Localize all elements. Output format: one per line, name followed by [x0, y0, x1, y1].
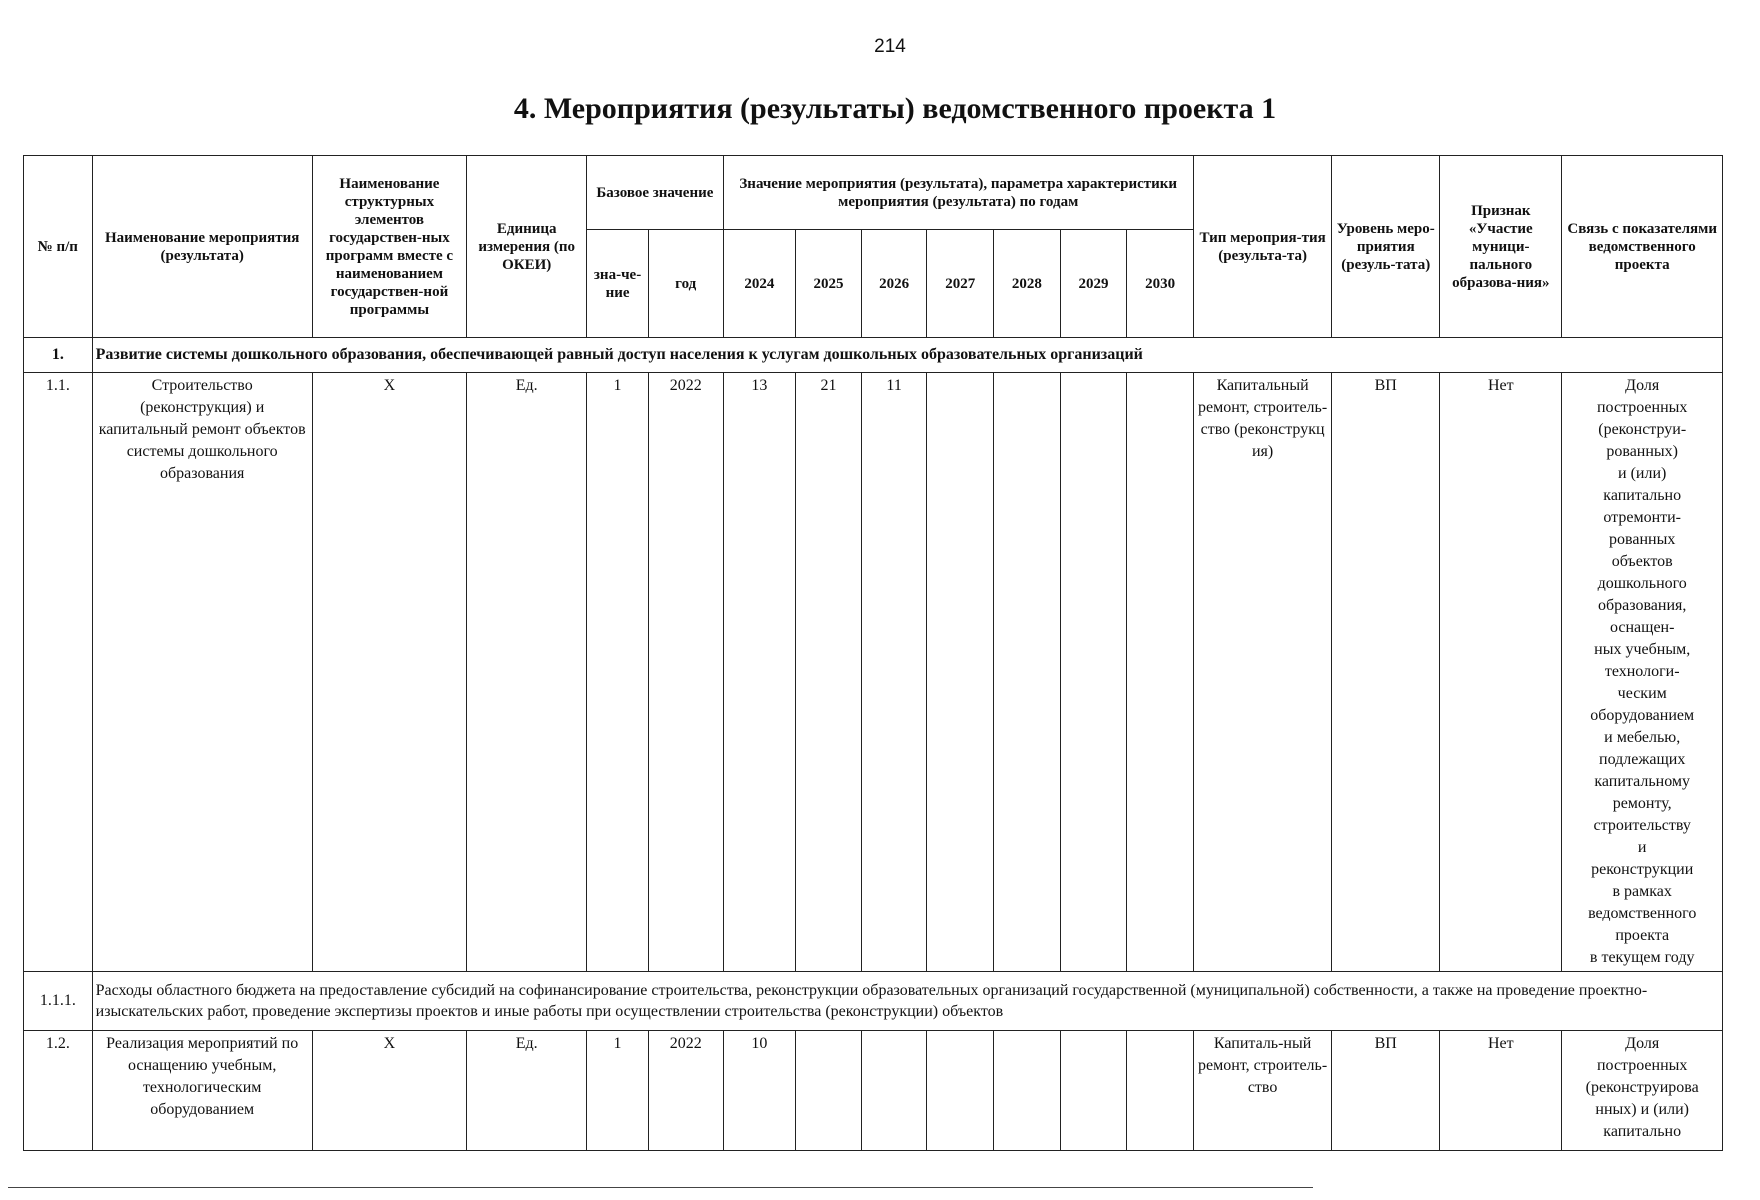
results-table	[23, 155, 1723, 1151]
row-type: Капитальный ремонт, строитель-ство (реконструкц ия)	[1193, 373, 1331, 972]
section-row	[24, 338, 1723, 373]
header-base-value: зна-че-ние	[587, 230, 649, 338]
header-row-1	[24, 156, 1723, 230]
row-value-2030	[1127, 1031, 1194, 1151]
footer-rule	[8, 1187, 1313, 1188]
row-num: 1.1.	[24, 373, 93, 972]
row-unit: Ед.	[467, 373, 587, 972]
section-title: Развитие системы дошкольного образования, обеспечивающей равный доступ населения к услугам дошкольных образовательных организаций	[92, 338, 1722, 373]
row-num: 1.2.	[24, 1031, 93, 1151]
subrow-num: 1.1.1.	[24, 972, 93, 1031]
header-base: Базовое значение	[587, 156, 723, 230]
row-name: Строительство (реконструкция) и капитальный ремонт объектов системы дошкольного образования	[92, 373, 312, 972]
section-num: 1.	[24, 338, 93, 373]
row-value-2028	[994, 373, 1061, 972]
row-value-2025	[796, 1031, 862, 1151]
row-link: Доля построенных (реконструирова нных) и (или) капитально	[1562, 1031, 1723, 1151]
row-base-year: 2022	[648, 1031, 723, 1151]
header-link: Связь с показателями ведомственного проекта	[1562, 156, 1723, 338]
row-value-2024: 10	[723, 1031, 796, 1151]
row-value-2028	[994, 1031, 1061, 1151]
row-base-value: 1	[587, 373, 649, 972]
row-base-year: 2022	[648, 373, 723, 972]
row-structural: Х	[312, 1031, 466, 1151]
subrow-text: Расходы областного бюджета на предоставление субсидий на софинансирование строительства, реконструкции образовательных организаций государственной (муниципальной) собственности, а также на проведение проектно-изыскательских работ, проведение экспертизы проектов и иные работы при осуществлении строительства (реконструкции) объектов	[92, 972, 1722, 1031]
document-title: 4. Мероприятия (результаты) ведомственного проекта 1	[513, 92, 1277, 125]
page-number: 214	[874, 36, 906, 57]
header-num: № п/п	[24, 156, 93, 338]
header-structural: Наименование структурных элементов государствен-ных программ вместе с наименованием государствен-ной программы	[312, 156, 466, 338]
header-unit: Единица измерения (по ОКЕИ)	[467, 156, 587, 338]
row-municipal: Нет	[1440, 373, 1562, 972]
table-row	[24, 373, 1723, 972]
subrow	[24, 972, 1723, 1031]
row-value-2027	[927, 1031, 994, 1151]
row-municipal: Нет	[1440, 1031, 1562, 1151]
header-base-year: год	[648, 230, 723, 338]
header-year-2028: 2028	[994, 230, 1061, 338]
row-type: Капиталь-ный ремонт, строитель-ство	[1193, 1031, 1331, 1151]
table-row	[24, 1031, 1723, 1151]
header-type: Тип мероприя-тия (результа-та)	[1193, 156, 1331, 338]
row-base-value: 1	[587, 1031, 649, 1151]
row-level: ВП	[1332, 373, 1440, 972]
header-name: Наименование мероприятия (результата)	[92, 156, 312, 338]
row-value-2024: 13	[723, 373, 796, 972]
header-municipal: Признак «Участие муници-пального образова-ния»	[1440, 156, 1562, 338]
row-structural: Х	[312, 373, 466, 972]
header-year-2027: 2027	[927, 230, 994, 338]
header-year-2030: 2030	[1127, 230, 1194, 338]
row-name: Реализация мероприятий по оснащению учебным, технологическим оборудованием	[92, 1031, 312, 1151]
header-year-2026: 2026	[861, 230, 927, 338]
row-level: ВП	[1332, 1031, 1440, 1151]
header-values-by-year: Значение мероприятия (результата), параметра характеристики мероприятия (результата) по годам	[723, 156, 1193, 230]
header-year-2024: 2024	[723, 230, 796, 338]
row-value-2027	[927, 373, 994, 972]
row-value-2030	[1127, 373, 1194, 972]
header-level: Уровень меро-приятия (резуль-тата)	[1332, 156, 1440, 338]
row-value-2026	[861, 1031, 927, 1151]
row-value-2026: 11	[861, 373, 927, 972]
header-year-2029: 2029	[1060, 230, 1127, 338]
row-value-2025: 21	[796, 373, 862, 972]
row-unit: Ед.	[467, 1031, 587, 1151]
row-value-2029	[1060, 373, 1127, 972]
row-link: Доля построенных (реконструи- рованных) и (или) капитально отремонти- рованных объектов дошкольного образования, оснащен- ных учебным, технологи- ческим оборудованием и мебелью, подлежащих капитальному ремонту, строительству и реконструкции в рамках ведомственного проекта в текущем году	[1562, 373, 1723, 972]
header-year-2025: 2025	[796, 230, 862, 338]
row-value-2029	[1060, 1031, 1127, 1151]
